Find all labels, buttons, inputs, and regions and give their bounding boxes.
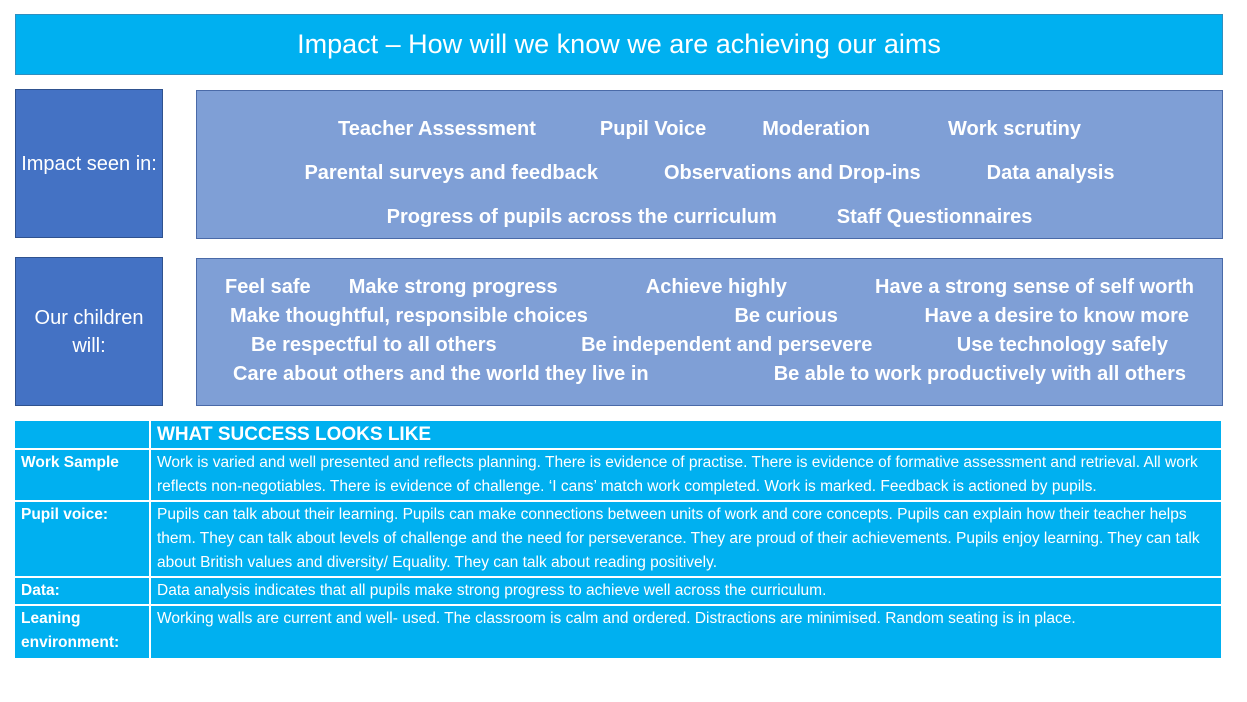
impact-item: Progress of pupils across the curriculum [386,206,777,228]
impact-item: Observations and Drop-ins [663,162,921,184]
table-row [14,501,1222,577]
impact-item: Parental surveys and feedback [304,162,598,184]
table-row [14,449,1222,501]
row-label: Leaning environment: [14,605,150,659]
impact-item: Teacher Assessment [338,118,536,140]
children-row [197,305,1222,334]
row-text: Pupils can talk about their learning. Pupils can make connections between units of work and core concepts. Pupils can explain how their teacher helps them. They can talk about levels of challenge and the need for perseverance. They are proud of their achievements. Pupils enjoy learning. They can talk about British values and diversity/ Equality. They can talk about reading positively. [150,501,1222,577]
table-header-row [14,420,1222,449]
row-text: Data analysis indicates that all pupils make strong progress to achieve well across the curriculum. [150,577,1222,605]
impact-label: Impact seen in: [15,89,163,238]
impact-row [197,206,1222,250]
row-label: Data: [14,577,150,605]
children-item: Be able to work productively with all others [773,363,1186,385]
impact-measures [196,90,1223,239]
impact-item: Work scrutiny [948,118,1081,140]
children-item: Be respectful to all others [251,334,497,356]
children-item: Use technology safely [956,334,1168,356]
children-item: Care about others and the world they live in [233,363,649,385]
children-label: Our children will: [15,257,163,406]
success-heading: WHAT SUCCESS LOOKS LIKE [150,420,1222,449]
impact-item: Moderation [762,118,870,140]
table-corner-cell [14,420,150,449]
impact-item: Data analysis [986,162,1115,184]
children-item: Be independent and persevere [581,334,873,356]
children-item: Make thoughtful, responsible choices [230,305,588,327]
row-label: Pupil voice: [14,501,150,577]
children-item: Have a desire to know more [924,305,1189,327]
children-item: Achieve highly [645,276,787,298]
children-item: Make strong progress [348,276,558,298]
children-row [197,363,1222,392]
row-text: Work is varied and well presented and reflects planning. There is evidence of practise. There is evidence of formative assessment and retrieval. All work reflects non-negotiables. There is evidence of challenge. ‘I cans’ match work completed. Work is marked. Feedback is actioned by pupils. [150,449,1222,501]
children-item: Have a strong sense of self worth [875,276,1194,298]
children-outcomes [196,258,1223,406]
row-label: Work Sample [14,449,150,501]
impact-row [197,162,1222,206]
success-table [13,419,1223,660]
row-text: Working walls are current and well- used. The classroom is calm and ordered. Distractions are minimised. Random seating is in place. [150,605,1222,659]
table-row [14,577,1222,605]
table-row [14,605,1222,659]
children-row [197,334,1222,363]
impact-item: Pupil Voice [599,118,707,140]
children-item: Be curious [734,305,838,327]
impact-row [197,118,1222,162]
page-title: Impact – How will we know we are achieving our aims [15,14,1223,75]
children-row [197,276,1222,305]
children-item: Feel safe [225,276,311,298]
impact-item: Staff Questionnaires [836,206,1033,228]
